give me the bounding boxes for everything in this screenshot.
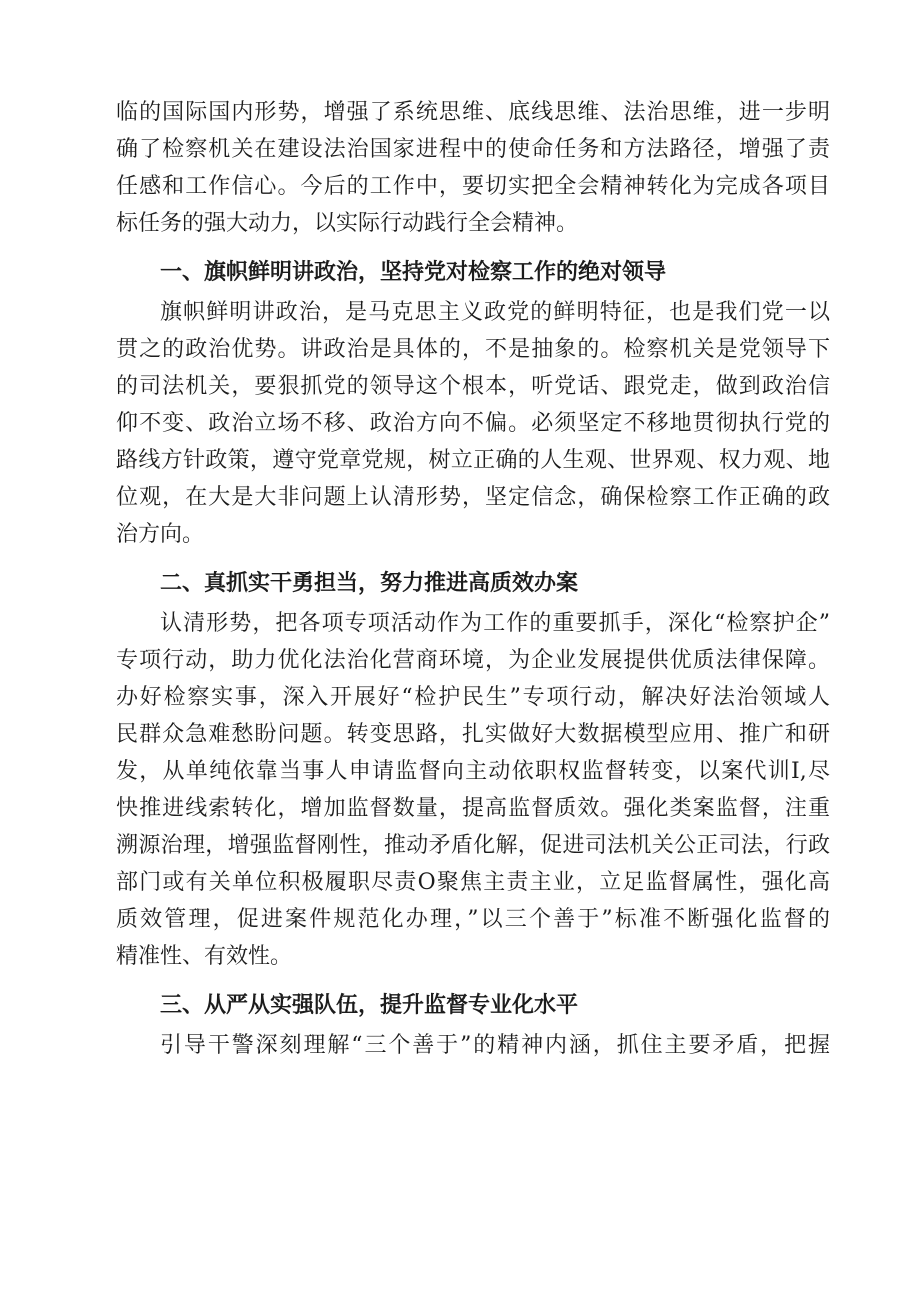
- paragraph-line: 确了检察机关在建设法治国家进程中的使命任务和方法路径，增强了责: [116, 137, 830, 162]
- section-heading-2: 二、真抓实干勇担当，努力推进高质效办案: [160, 571, 579, 596]
- paragraph-line: 仰不变、政治立场不移、政治方向不偏。必须坚定不移地贯彻执行党的: [116, 411, 830, 436]
- paragraph-line: 位观，在大是大非问题上认清形势，坚定信念，确保检察工作正确的政: [116, 485, 830, 510]
- paragraph-line: 的司法机关，要狠抓党的领导这个根本，听党话、跟党走，做到政治信: [116, 374, 830, 399]
- paragraph-line: 民群众急难愁盼问题。转变思路，扎实做好大数据模型应用、推广和研: [116, 722, 830, 747]
- paragraph-line: 贯之的政治优势。讲政治是具体的，不是抽象的。检察机关是党领导下: [116, 337, 830, 362]
- paragraph-line: 溯源治理，增强监督刚性，推动矛盾化解，促进司法机关公正司法，行政: [116, 833, 830, 858]
- section-heading-1: 一、旗帜鲜明讲政治，坚持党对检察工作的绝对领导: [160, 260, 667, 285]
- paragraph-line: 临的国际国内形势，增强了系统思维、底线思维、法治思维，进一步明: [116, 100, 830, 125]
- paragraph-line: 精准性、有效性。: [116, 944, 293, 969]
- paragraph-line: 质效管理，促进案件规范化办理，”以三个善于”标准不断强化监督的: [116, 907, 830, 932]
- paragraph-line: 办好检察实事，深入开展好“检护民生”专项行动，解决好法治领域人: [116, 685, 830, 710]
- paragraph-line: 标任务的强大动力，以实际行动践行全会精神。: [116, 211, 579, 236]
- document-page: [116, 94, 830, 1064]
- paragraph-line: 任感和工作信心。今后的工作中，要切实把全会精神转化为完成各项目: [116, 174, 830, 199]
- paragraph-line: 认清形势，把各项专项活动作为工作的重要抓手，深化“检察护企”: [160, 611, 830, 636]
- paragraph-line: 旗帜鲜明讲政治，是马克思主义政党的鲜明特征，也是我们党一以: [160, 300, 830, 325]
- paragraph-line: 发，从单纯依靠当事人申请监督向主动依职权监督转变，以案代训I,尽: [116, 759, 830, 784]
- paragraph-line: 路线方针政策，遵守党章党规，树立正确的人生观、世界观、权力观、地: [116, 448, 830, 473]
- paragraph-line: 部门或有关单位积极履职尽责O聚焦主责主业，立足监督属性，强化高: [116, 870, 830, 895]
- paragraph-line: 引导干警深刻理解“三个善于”的精神内涵，抓住主要矛盾，把握: [160, 1033, 830, 1058]
- paragraph-line: 快推进线索转化，增加监督数量，提高监督质效。强化类案监督，注重: [116, 796, 830, 821]
- paragraph-line: 专项行动，助力优化法治化营商环境，为企业发展提供优质法律保障。: [116, 648, 830, 673]
- paragraph-line: 治方向。: [116, 522, 205, 547]
- section-heading-3: 三、从严从实强队伍，提升监督专业化水平: [160, 993, 579, 1018]
